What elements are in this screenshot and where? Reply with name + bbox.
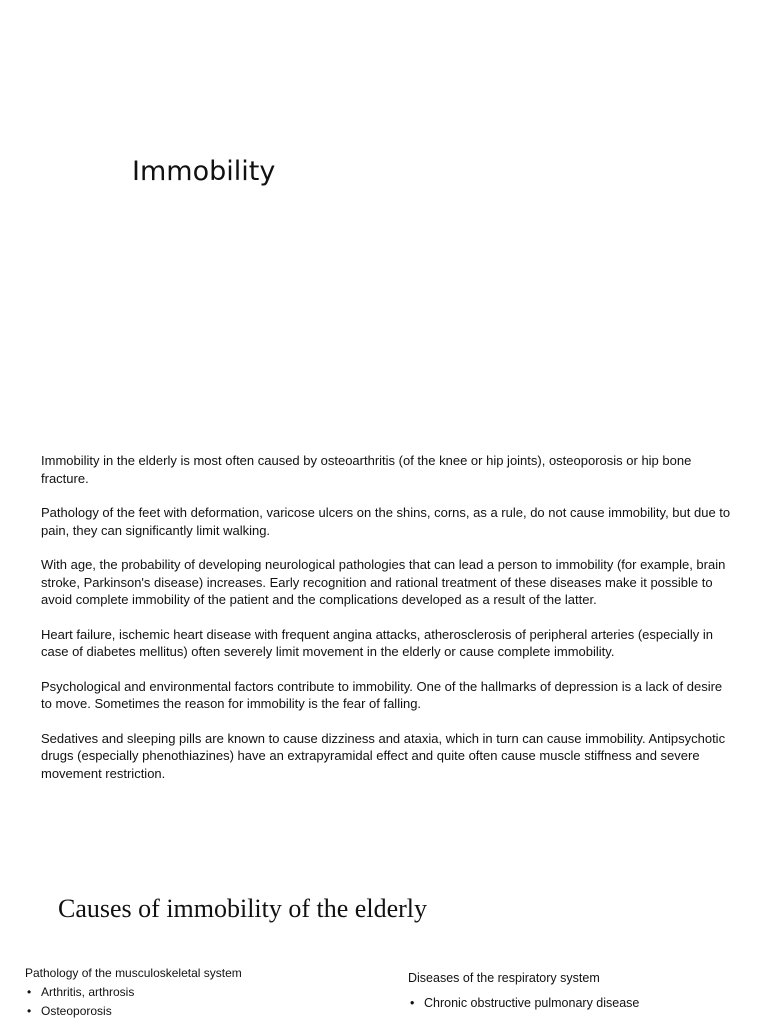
list-item-label: Arthritis, arthrosis [41, 985, 135, 999]
cause-list [25, 983, 365, 1021]
bullet-icon: • [27, 985, 32, 999]
bullet-icon: • [27, 1004, 32, 1018]
paragraph: With age, the probability of developing neurological pathologies that can lead a person to immobility (for example, brain stroke, Parkinson's disease) increases. Early recognition and rational treatment of these diseases make it possible to avoid complete immobility of the patient and the complications developed as a result of the latter. [41, 557, 726, 607]
paragraph: Immobility in the elderly is most often caused by osteoarthritis (of the knee or hip joints), osteoporosis or hip bone fracture. [41, 453, 692, 486]
causes-left-column [25, 964, 365, 1021]
column-heading: Pathology of the musculoskeletal system [25, 966, 242, 980]
causes-right-column [408, 968, 758, 1013]
list-item [25, 983, 365, 1002]
page-title: Immobility [132, 156, 276, 187]
bullet-icon: • [410, 996, 415, 1010]
paragraph: Sedatives and sleeping pills are known to cause dizziness and ataxia, which in turn can cause immobility. Antipsychotic drugs (especially phenothiazines) have an extrapyramidal effect and quite often cause muscle stiffness and severe movement restriction. [41, 730, 726, 781]
paragraph: Heart failure, ischemic heart disease with frequent angina attacks, atherosclerosis of peripheral arteries (especially in case of diabetes mellitus) often severely limit movement in the elderly or cause complete immobility. [41, 626, 713, 659]
paragraph: Pathology of the feet with deformation, varicose ulcers on the shins, corns, as a rule, do not cause immobility, but due to pain, they can significantly limit walking. [41, 505, 731, 538]
body-text [41, 452, 731, 799]
paragraph: Psychological and environmental factors contribute to immobility. One of the hallmarks of depression is a lack of desire to move. Sometimes the reason for immobility is the fear of falling. [41, 678, 723, 711]
list-item-label: Osteoporosis [41, 1004, 112, 1018]
cause-list [408, 993, 758, 1013]
list-item [25, 1002, 365, 1021]
column-heading: Diseases of the respiratory system [408, 971, 600, 985]
list-item [408, 993, 758, 1013]
section-title: Causes of immobility of the elderly [58, 894, 427, 923]
list-item-label: Chronic obstructive pulmonary disease [424, 996, 640, 1010]
